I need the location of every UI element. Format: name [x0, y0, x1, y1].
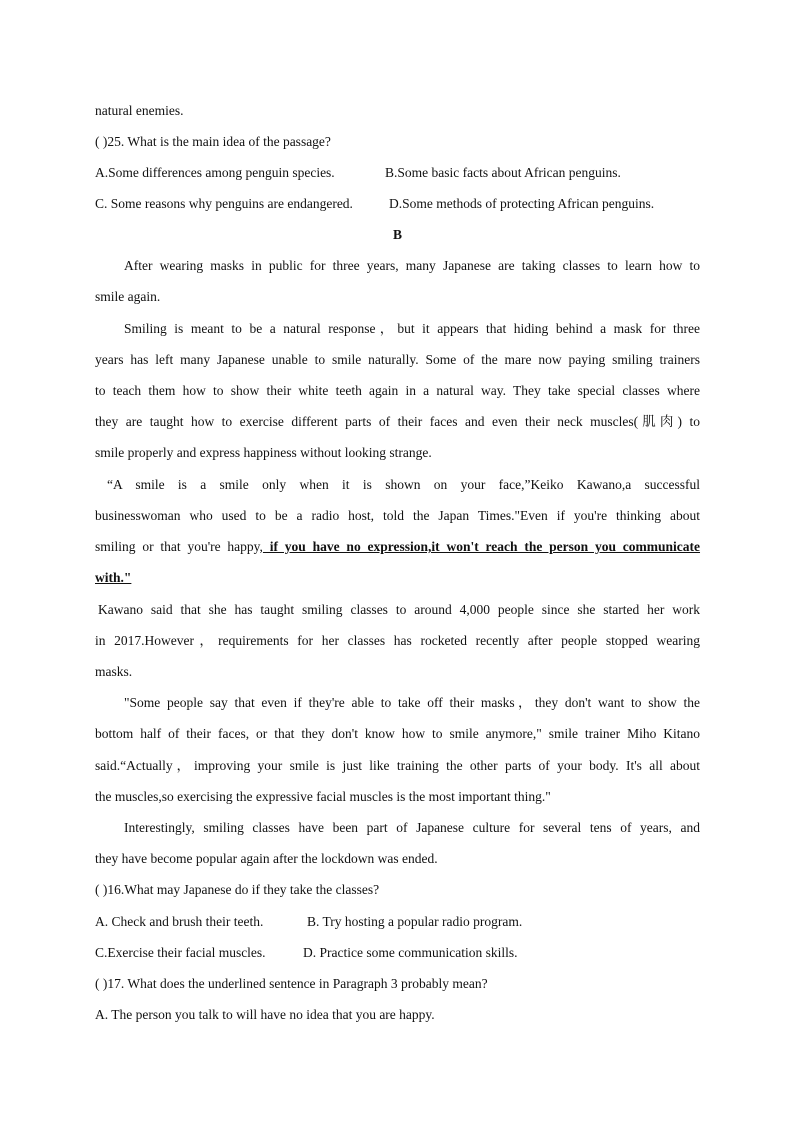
passage-p2-line5: smile properly and express happiness without looking strange.: [95, 445, 432, 460]
question-16-option-a: A. Check and brush their teeth.: [95, 914, 264, 929]
question-25-option-b: B.Some basic facts about African penguins.: [385, 165, 621, 180]
underlined-sentence-part1: if you have no expression,it won't reach the person you communicate: [262, 539, 701, 554]
question-17-option-a: A. The person you talk to will have no idea that you are happy.: [95, 1007, 435, 1022]
question-25-option-d: D.Some methods of protecting African penguins.: [389, 196, 655, 211]
passage-p2-line2: years has left many Japanese unable to smile naturally. Some of the mare now paying smiling trainers: [95, 352, 700, 367]
question-16-stem: ( )16.What may Japanese do if they take the classes?: [95, 882, 380, 897]
passage-p3-line1: “A smile is a smile only when it is shown on your face,”Keiko Kawano,a successful: [107, 477, 700, 492]
question-16-option-c: C.Exercise their facial muscles.: [95, 945, 266, 960]
question-17-stem: ( )17. What does the underlined sentence in Paragraph 3 probably mean?: [95, 976, 488, 991]
passage-p5-line2: bottom half of their faces, or that they don't know how to smile anymore," smile trainer Miho Kitano: [95, 726, 700, 741]
passage-p2-line4: they are taught how to exercise different parts of their faces and even their neck muscles(肌肉) to: [95, 414, 700, 429]
passage-p5-line3: said.“Actually，improving your smile is just like training the other parts of your body. It's all about: [95, 758, 700, 773]
passage-p6-line2: they have become popular again after the lockdown was ended.: [95, 851, 438, 866]
passage-p6-line1: Interestingly, smiling classes have been part of Japanese culture for several tens of years, and: [124, 820, 700, 835]
passage-p5-line1: "Some people say that even if they're able to take off their masks，they don't want to show the: [124, 695, 700, 710]
question-25-option-c: C. Some reasons why penguins are endangered.: [95, 196, 353, 211]
passage-p4-line1: Kawano said that she has taught smiling classes to around 4,000 people since she started her work: [98, 602, 700, 617]
passage-p2-line3: to teach them how to show their white teeth again in a natural way. They take special classes where: [95, 383, 700, 398]
question-25-option-a: A.Some differences among penguin species.: [95, 165, 335, 180]
underlined-sentence-part2: with.": [95, 570, 132, 585]
passage-p4-line3: masks.: [95, 664, 133, 679]
passage-p3-line3-plain: smiling or that you're happy,: [95, 539, 263, 554]
previous-passage-tail: natural enemies.: [95, 103, 184, 118]
section-label: B: [392, 227, 402, 242]
passage-p1-line2: smile again.: [95, 289, 161, 304]
passage-p5-line4: the muscles,so exercising the expressive facial muscles is the most important thing.": [95, 789, 551, 804]
passage-p2-line1: Smiling is meant to be a natural response，but it appears that hiding behind a mask for three: [124, 321, 700, 336]
passage-p3-line3: [95, 538, 700, 556]
question-16-option-b: B. Try hosting a popular radio program.: [307, 914, 523, 929]
question-25-stem: ( )25. What is the main idea of the passage?: [95, 134, 331, 149]
question-16-option-d: D. Practice some communication skills.: [303, 945, 518, 960]
passage-p3-line2: businesswoman who used to be a radio host, told the Japan Times."Even if you're thinking about: [95, 508, 700, 523]
passage-p1-line1: After wearing masks in public for three years, many Japanese are taking classes to learn how to: [124, 258, 700, 273]
passage-p4-line2: in 2017.However，requirements for her classes has rocketed recently after people stopped wearing: [95, 633, 700, 648]
